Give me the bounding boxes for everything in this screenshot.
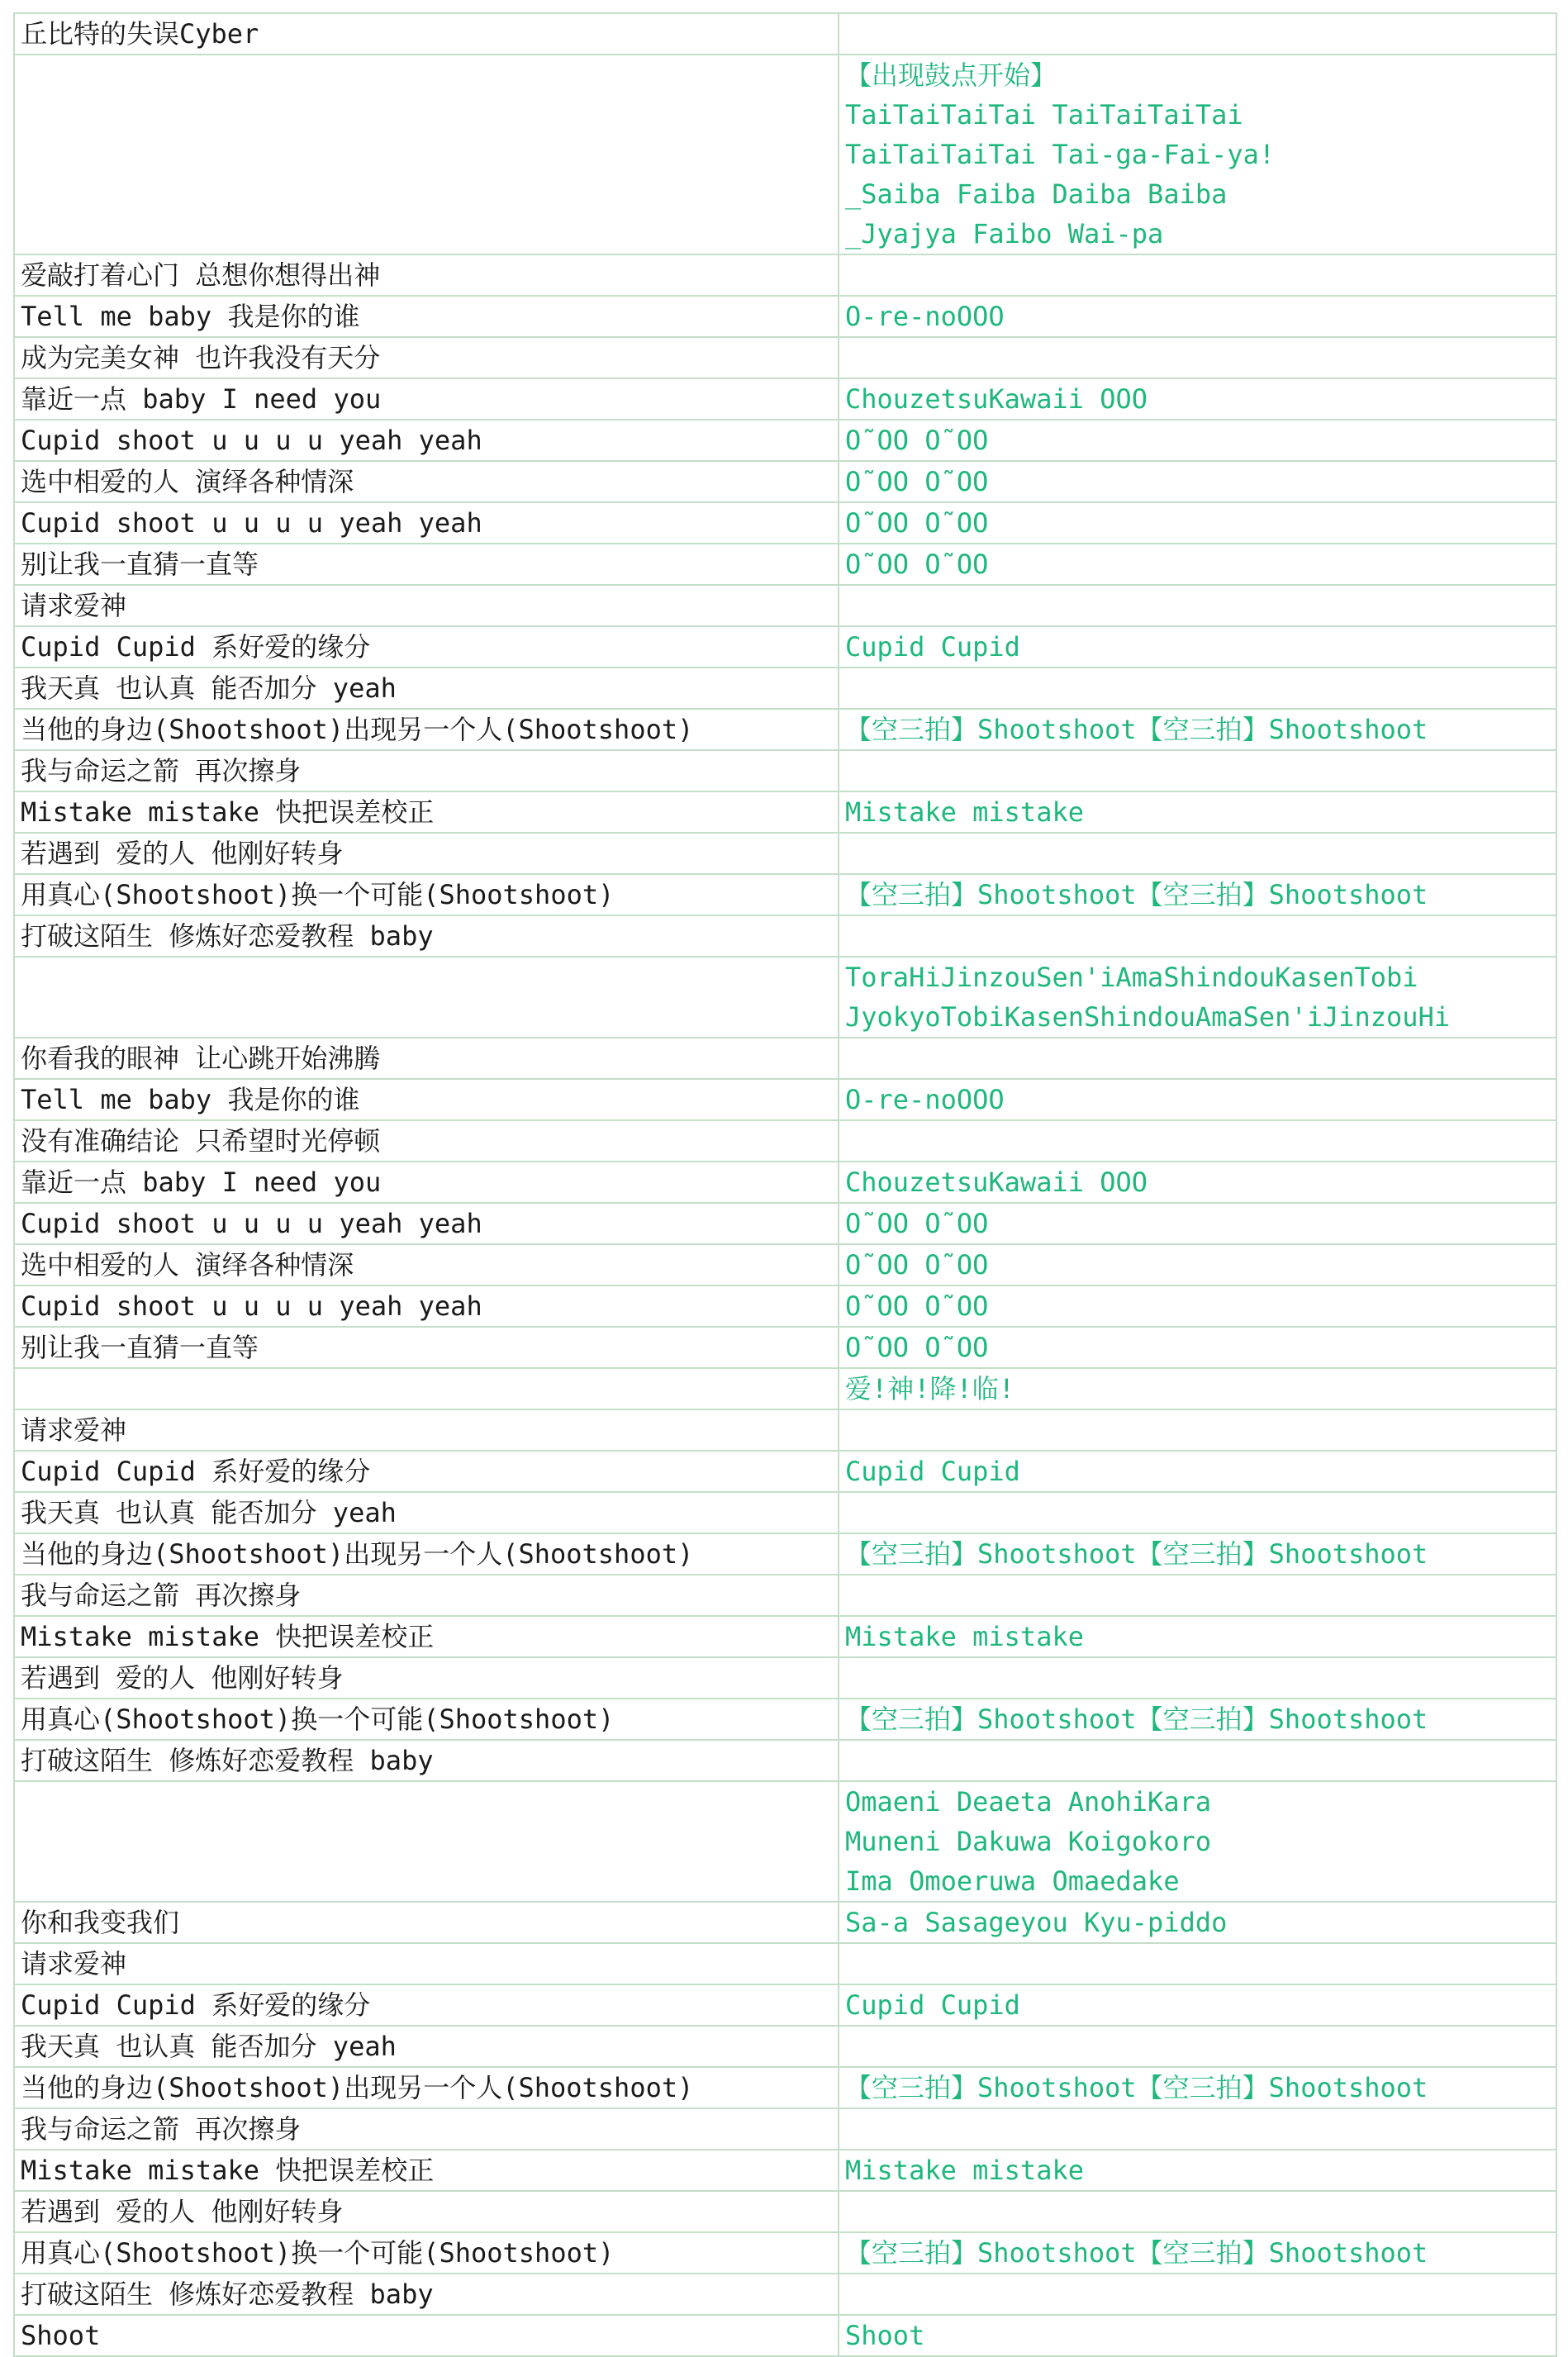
lyric-row	[14, 13, 1556, 55]
japanese-lyric-cell: O˜OO O˜OO	[839, 544, 1556, 585]
lyric-row	[14, 296, 1556, 337]
lyric-row	[14, 2232, 1556, 2274]
japanese-lyric-cell: O˜OO O˜OO	[839, 502, 1556, 544]
lyric-line: _Jyajya Faibo Wai-pa	[845, 218, 1164, 249]
lyric-row	[14, 2315, 1556, 2356]
japanese-lyric-cell: ChouzetsuKawaii OOO	[839, 378, 1556, 420]
japanese-lyric-cell	[839, 55, 1556, 254]
japanese-lyric-cell: Shoot	[839, 2315, 1556, 2356]
chinese-lyric-cell: 我天真 也认真 能否加分 yeah	[14, 1492, 839, 1533]
japanese-lyric-cell: O˜OO O˜OO	[839, 1285, 1556, 1327]
japanese-lyric-cell	[839, 915, 1556, 957]
chinese-lyric-cell: 当他的身边(Shootshoot)出现另一个人(Shootshoot)	[14, 1533, 839, 1575]
japanese-lyric-cell	[839, 1492, 1556, 1533]
chinese-lyric-cell: 若遇到 爱的人 他刚好转身	[14, 2191, 839, 2232]
japanese-lyric-cell: Mistake mistake	[839, 1616, 1556, 1657]
chinese-lyric-cell	[14, 957, 839, 1038]
chinese-lyric-cell: 丘比特的失误Cyber	[14, 13, 839, 55]
lyric-row	[14, 1162, 1556, 1203]
lyric-row	[14, 502, 1556, 544]
chinese-lyric-cell: Mistake mistake 快把误差校正	[14, 791, 839, 833]
chinese-lyric-cell: 当他的身边(Shootshoot)出现另一个人(Shootshoot)	[14, 2067, 839, 2108]
lyric-row	[14, 709, 1556, 750]
lyric-row	[14, 1575, 1556, 1616]
lyric-row	[14, 2026, 1556, 2067]
lyric-row	[14, 1451, 1556, 1492]
chinese-lyric-cell: 爱敲打着心门 总想你想得出神	[14, 254, 839, 296]
chinese-lyric-cell: 我与命运之箭 再次擦身	[14, 750, 839, 791]
lyric-line: _Saiba Faiba Daiba Baiba	[845, 178, 1228, 210]
japanese-lyric-cell	[839, 1943, 1556, 1984]
chinese-lyric-cell: 若遇到 爱的人 他刚好转身	[14, 833, 839, 874]
lyric-row	[14, 750, 1556, 791]
chinese-lyric-cell: 我与命运之箭 再次擦身	[14, 1575, 839, 1616]
chinese-lyric-cell: Tell me baby 我是你的谁	[14, 1079, 839, 1120]
chinese-lyric-cell: 我天真 也认真 能否加分 yeah	[14, 668, 839, 709]
lyric-row	[14, 1657, 1556, 1699]
chinese-lyric-cell: 用真心(Shootshoot)换一个可能(Shootshoot)	[14, 874, 839, 915]
chinese-lyric-cell: Mistake mistake 快把误差校正	[14, 1616, 839, 1657]
japanese-lyric-cell	[839, 833, 1556, 874]
japanese-lyric-cell	[839, 1038, 1556, 1079]
chinese-lyric-cell: Cupid shoot u u u u yeah yeah	[14, 502, 839, 544]
japanese-lyric-cell	[839, 1740, 1556, 1781]
lyric-row	[14, 2150, 1556, 2191]
lyrics-table-body	[14, 13, 1556, 2356]
chinese-lyric-cell: 请求爱神	[14, 1943, 839, 1984]
japanese-lyric-cell: Sa-a Sasageyou Kyu-piddo	[839, 1902, 1556, 1943]
japanese-lyric-cell: ChouzetsuKawaii OOO	[839, 1162, 1556, 1203]
chinese-lyric-cell: Cupid shoot u u u u yeah yeah	[14, 420, 839, 461]
japanese-lyric-cell: Cupid Cupid	[839, 626, 1556, 668]
lyric-row	[14, 1368, 1556, 1409]
lyric-row	[14, 1616, 1556, 1657]
japanese-lyric-cell: O˜OO O˜OO	[839, 420, 1556, 461]
chinese-lyric-cell: 选中相爱的人 演绎各种情深	[14, 461, 839, 502]
lyric-row	[14, 1203, 1556, 1244]
japanese-lyric-cell: 【空三拍】Shootshoot【空三拍】Shootshoot	[839, 2067, 1556, 2108]
chinese-lyric-cell: Cupid Cupid 系好爱的缘分	[14, 626, 839, 668]
japanese-lyric-cell	[839, 1409, 1556, 1451]
chinese-lyric-cell: Cupid shoot u u u u yeah yeah	[14, 1203, 839, 1244]
japanese-lyric-cell	[839, 254, 1556, 296]
chinese-lyric-cell: 用真心(Shootshoot)换一个可能(Shootshoot)	[14, 2232, 839, 2274]
lyric-row	[14, 2274, 1556, 2315]
chinese-lyric-cell: 靠近一点 baby I need you	[14, 378, 839, 420]
lyric-row	[14, 874, 1556, 915]
chinese-lyric-cell: 没有准确结论 只希望时光停顿	[14, 1120, 839, 1162]
japanese-lyric-cell	[839, 13, 1556, 55]
japanese-lyric-cell: 【空三拍】Shootshoot【空三拍】Shootshoot	[839, 1533, 1556, 1575]
japanese-lyric-cell	[839, 750, 1556, 791]
chinese-lyric-cell: Cupid Cupid 系好爱的缘分	[14, 1984, 839, 2026]
japanese-lyric-cell: Mistake mistake	[839, 791, 1556, 833]
chinese-lyric-cell	[14, 1781, 839, 1902]
japanese-lyric-cell	[839, 337, 1556, 378]
japanese-lyric-cell: O˜OO O˜OO	[839, 1327, 1556, 1368]
lyric-row	[14, 668, 1556, 709]
japanese-lyric-cell	[839, 1120, 1556, 1162]
japanese-lyric-cell	[839, 2191, 1556, 2232]
lyric-row	[14, 1943, 1556, 1984]
chinese-lyric-cell: 别让我一直猜一直等	[14, 544, 839, 585]
lyric-row	[14, 1327, 1556, 1368]
chinese-lyric-cell: 成为完美女神 也许我没有天分	[14, 337, 839, 378]
chinese-lyric-cell: 请求爱神	[14, 585, 839, 626]
lyric-row	[14, 1244, 1556, 1285]
lyric-row	[14, 1038, 1556, 1079]
lyric-row	[14, 1740, 1556, 1781]
japanese-lyric-cell: Mistake mistake	[839, 2150, 1556, 2191]
japanese-lyric-cell: 爱!神!降!临!	[839, 1368, 1556, 1409]
lyric-row	[14, 957, 1556, 1038]
lyric-line: JyokyoTobiKasenShindouAmaSen'iJinzouHi	[845, 1001, 1451, 1033]
lyrics-table	[13, 12, 1557, 2357]
chinese-lyric-cell: 打破这陌生 修炼好恋爱教程 baby	[14, 915, 839, 957]
chinese-lyric-cell: 你看我的眼神 让心跳开始沸腾	[14, 1038, 839, 1079]
japanese-lyric-cell	[839, 957, 1556, 1038]
lyric-row	[14, 1492, 1556, 1533]
lyric-row	[14, 1902, 1556, 1943]
japanese-lyric-cell: O-re-noOOO	[839, 296, 1556, 337]
japanese-lyric-cell: 【空三拍】Shootshoot【空三拍】Shootshoot	[839, 1699, 1556, 1740]
chinese-lyric-cell: 你和我变我们	[14, 1902, 839, 1943]
chinese-lyric-cell: 打破这陌生 修炼好恋爱教程 baby	[14, 2274, 839, 2315]
lyric-row	[14, 1699, 1556, 1740]
lyric-row	[14, 1285, 1556, 1327]
japanese-lyric-cell: O˜OO O˜OO	[839, 1244, 1556, 1285]
chinese-lyric-cell	[14, 55, 839, 254]
lyric-row	[14, 1781, 1556, 1902]
lyric-row	[14, 55, 1556, 254]
lyric-row	[14, 461, 1556, 502]
lyric-row	[14, 1984, 1556, 2026]
lyric-row	[14, 2191, 1556, 2232]
lyric-line: Muneni Dakuwa Koigokoro	[845, 1826, 1212, 1857]
japanese-lyric-cell	[839, 2026, 1556, 2067]
japanese-lyric-cell: Cupid Cupid	[839, 1451, 1556, 1492]
chinese-lyric-cell: 打破这陌生 修炼好恋爱教程 baby	[14, 1740, 839, 1781]
japanese-lyric-cell: O-re-noOOO	[839, 1079, 1556, 1120]
japanese-lyric-cell: 【空三拍】Shootshoot【空三拍】Shootshoot	[839, 709, 1556, 750]
lyric-row	[14, 254, 1556, 296]
chinese-lyric-cell: Shoot	[14, 2315, 839, 2356]
lyric-line: TaiTaiTaiTai Tai-ga-Fai-ya!	[845, 139, 1276, 170]
lyric-row	[14, 791, 1556, 833]
lyric-row	[14, 420, 1556, 461]
chinese-lyric-cell: 我天真 也认真 能否加分 yeah	[14, 2026, 839, 2067]
lyric-row	[14, 378, 1556, 420]
chinese-lyric-cell: 我与命运之箭 再次擦身	[14, 2108, 839, 2150]
lyric-row	[14, 626, 1556, 668]
japanese-lyric-cell: 【空三拍】Shootshoot【空三拍】Shootshoot	[839, 874, 1556, 915]
chinese-lyric-cell: 若遇到 爱的人 他刚好转身	[14, 1657, 839, 1699]
japanese-lyric-cell	[839, 1657, 1556, 1699]
lyric-row	[14, 1120, 1556, 1162]
lyric-line: Ima Omoeruwa Omaedake	[845, 1865, 1180, 1897]
chinese-lyric-cell	[14, 1368, 839, 1409]
lyric-row	[14, 915, 1556, 957]
lyric-row	[14, 833, 1556, 874]
japanese-lyric-cell	[839, 2274, 1556, 2315]
chinese-lyric-cell: 选中相爱的人 演绎各种情深	[14, 1244, 839, 1285]
chinese-lyric-cell: 别让我一直猜一直等	[14, 1327, 839, 1368]
lyric-row	[14, 2108, 1556, 2150]
lyric-row	[14, 544, 1556, 585]
lyric-line: 【出现鼓点开始】	[845, 59, 1057, 91]
chinese-lyric-cell: 靠近一点 baby I need you	[14, 1162, 839, 1203]
lyric-row	[14, 1533, 1556, 1575]
japanese-lyric-cell: 【空三拍】Shootshoot【空三拍】Shootshoot	[839, 2232, 1556, 2274]
lyric-line: ToraHiJinzouSen'iAmaShindouKasenTobi	[845, 962, 1418, 993]
lyric-row	[14, 1409, 1556, 1451]
chinese-lyric-cell: Cupid shoot u u u u yeah yeah	[14, 1285, 839, 1327]
japanese-lyric-cell	[839, 1575, 1556, 1616]
chinese-lyric-cell: 用真心(Shootshoot)换一个可能(Shootshoot)	[14, 1699, 839, 1740]
lyric-line: Omaeni Deaeta AnohiKara	[845, 1786, 1212, 1818]
japanese-lyric-cell: O˜OO O˜OO	[839, 461, 1556, 502]
lyric-line: TaiTaiTaiTai TaiTaiTaiTai	[845, 99, 1243, 131]
lyric-row	[14, 337, 1556, 378]
lyric-row	[14, 585, 1556, 626]
chinese-lyric-cell: 当他的身边(Shootshoot)出现另一个人(Shootshoot)	[14, 709, 839, 750]
chinese-lyric-cell: Tell me baby 我是你的谁	[14, 296, 839, 337]
chinese-lyric-cell: Mistake mistake 快把误差校正	[14, 2150, 839, 2191]
japanese-lyric-cell	[839, 668, 1556, 709]
japanese-lyric-cell: O˜OO O˜OO	[839, 1203, 1556, 1244]
chinese-lyric-cell: 请求爱神	[14, 1409, 839, 1451]
chinese-lyric-cell: Cupid Cupid 系好爱的缘分	[14, 1451, 839, 1492]
lyric-row	[14, 2067, 1556, 2108]
japanese-lyric-cell	[839, 1781, 1556, 1902]
japanese-lyric-cell	[839, 2108, 1556, 2150]
japanese-lyric-cell: Cupid Cupid	[839, 1984, 1556, 2026]
japanese-lyric-cell	[839, 585, 1556, 626]
lyric-row	[14, 1079, 1556, 1120]
